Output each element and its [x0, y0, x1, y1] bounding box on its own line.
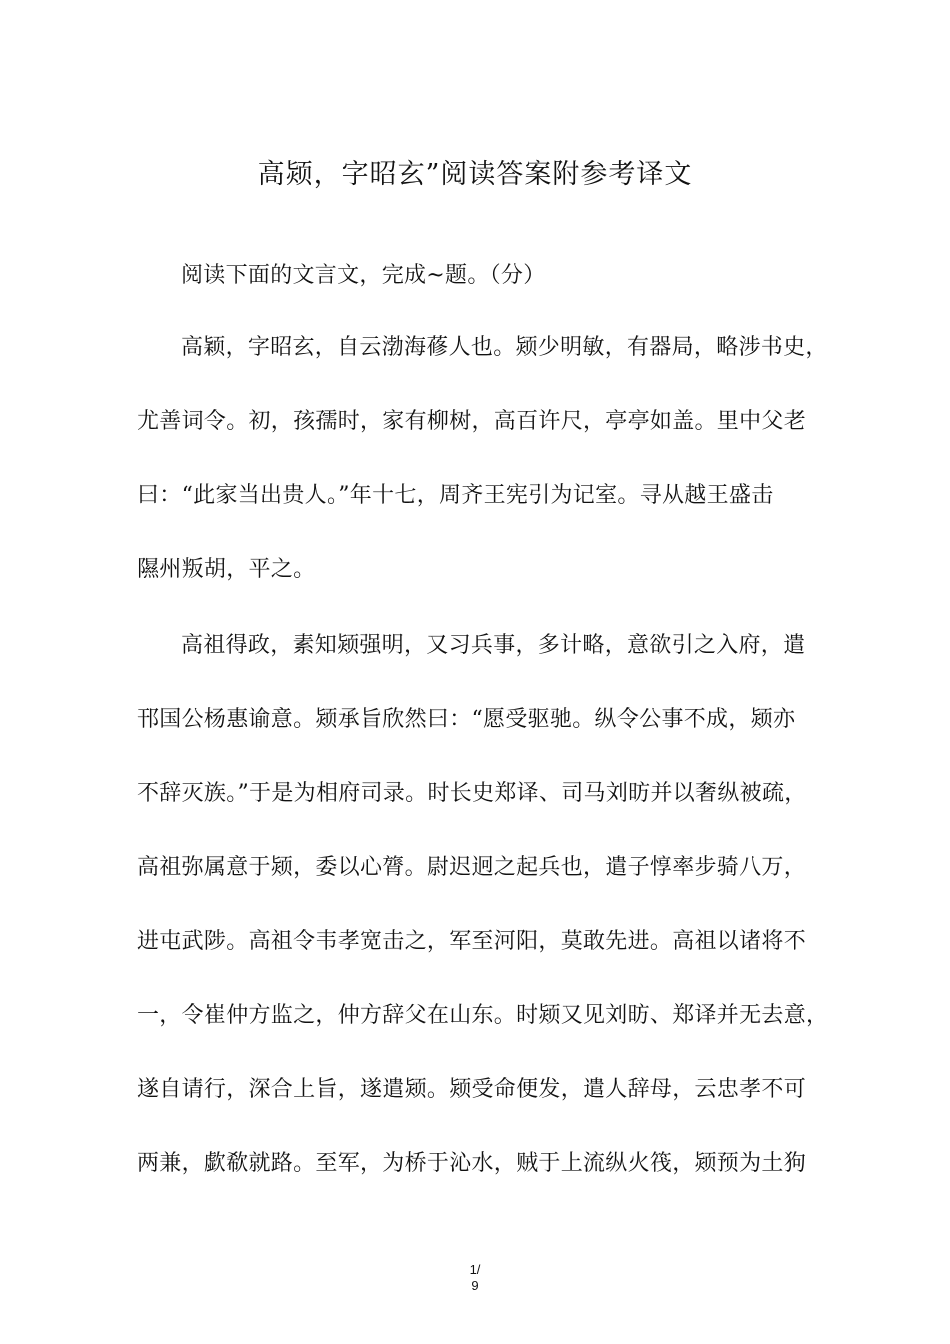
page-number-bottom: 9 [471, 1278, 479, 1293]
paragraph-line: 高祖弥属意于颎，委以心膂。尉迟迥之起兵也，遣子惇率步骑八万， [137, 855, 807, 880]
paragraph-line: 进屯武陟。高祖令韦孝宽击之，军至河阳，莫敢先进。高祖以诸将不 [137, 929, 807, 954]
paragraph-line: 两兼，歔欷就路。至军，为桥于沁水，贼于上流纵火筏，颎预为土狗 [137, 1151, 807, 1176]
document-title: 高颎，字昭玄”阅读答案附参考译文 [257, 159, 693, 190]
paragraph-line: 高颖，字昭玄，自云渤海蓚人也。颎少明敏，有器局，略涉书史， [181, 335, 828, 360]
page-number-top: 1/ [469, 1262, 481, 1277]
paragraph-line: 尤善词令。初，孩孺时，家有柳树，高百许尺，亭亭如盖。里中父老 [137, 409, 807, 434]
paragraph-line: 隰州叛胡，平之。 [137, 557, 316, 582]
paragraph-line: 一，令崔仲方监之，仲方辞父在山东。时颎又见刘昉、郑译并无去意， [137, 1003, 829, 1028]
paragraph-line: 高祖得政，素知颎强明，又习兵事，多计略，意欲引之入府，遣 [181, 633, 806, 658]
paragraph-line: 遂自请行，深合上旨，遂遣颎。颎受命便发，遣人辞母，云忠孝不可 [137, 1077, 807, 1102]
paragraph-line: 曰：“此家当出贵人。”年十七，周齐王宪引为记室。寻从越王盛击 [137, 483, 774, 508]
paragraph-line: 邗国公杨惠谕意。颎承旨欣然曰：“愿受驱驰。纵令公事不成，颎亦 [137, 707, 796, 732]
paragraph-line: 不辞灭族。”于是为相府司录。时长史郑译、司马刘昉并以奢纵被疏， [137, 781, 807, 806]
instruction-text: 阅读下面的文言文，完成~题。（分） [181, 263, 546, 288]
